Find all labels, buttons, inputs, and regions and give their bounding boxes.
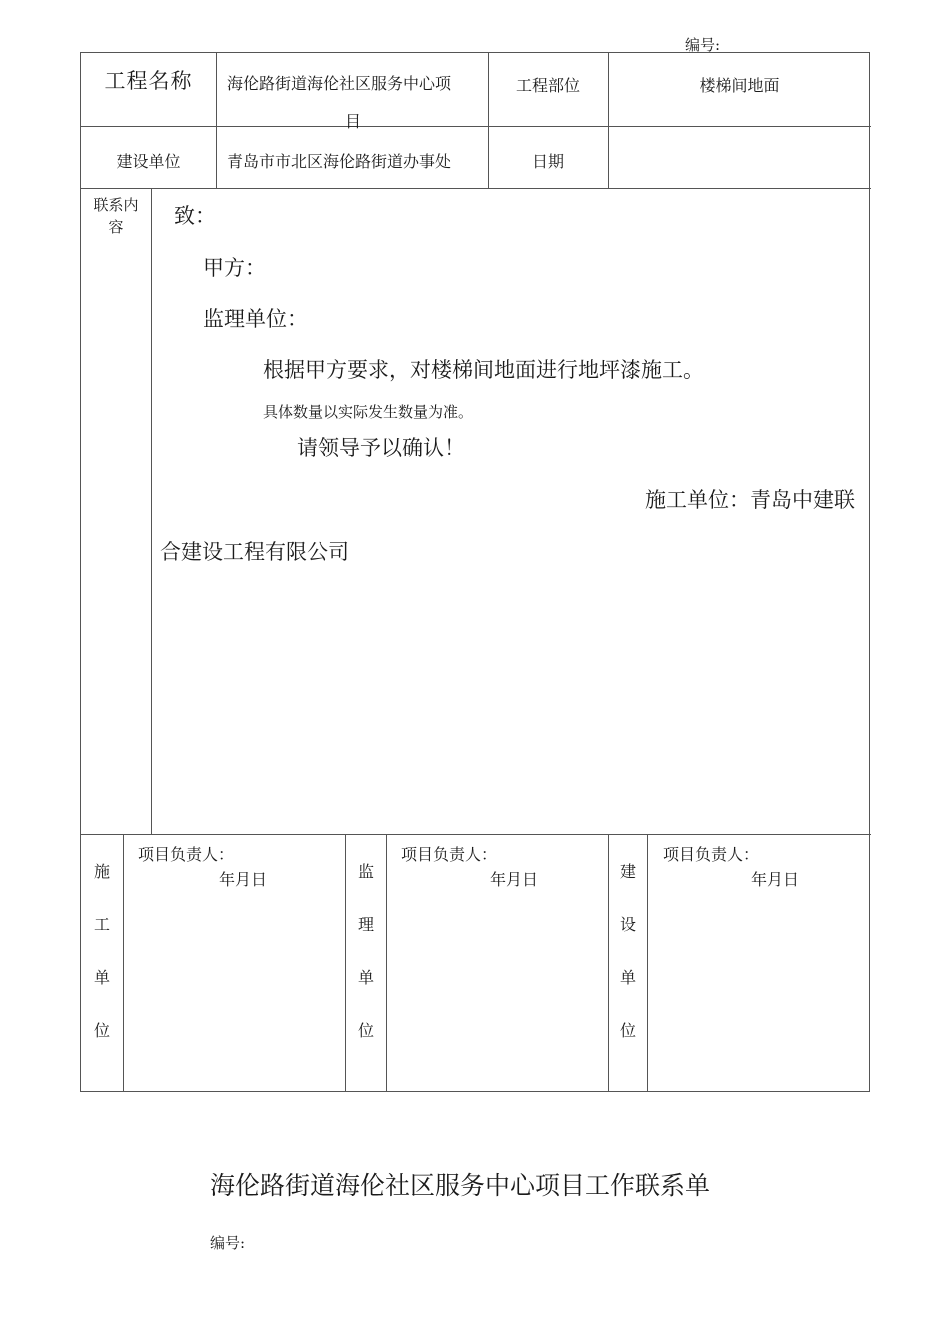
serial-number-label-bottom: 编号:: [210, 1234, 246, 1252]
contractor-line-cont: 合建设工程有限公司: [160, 540, 349, 564]
vertical-char: 监: [357, 862, 374, 881]
builder-date-label: 年月日: [751, 870, 800, 889]
vertical-char: 位: [619, 1021, 636, 1040]
project-part-label: 工程部位: [515, 76, 580, 95]
supervisor: 监理单位：: [203, 307, 308, 331]
builder-person-label: 项目负责人：: [663, 845, 760, 864]
divider: [216, 53, 217, 188]
contractor-unit-label: [82, 859, 122, 1071]
project-part-value: 楼梯间地面: [699, 76, 780, 95]
project-name-value-cont: 目: [345, 112, 362, 131]
vertical-char: 单: [357, 968, 374, 987]
divider: [123, 834, 124, 1092]
contact-content-label-line: 联系内: [93, 196, 139, 214]
supervisor-unit-label: [346, 859, 386, 1071]
vertical-char: 单: [93, 968, 110, 987]
project-name-label: 工程名称: [104, 69, 193, 93]
vertical-char: 理: [357, 915, 374, 934]
builder-value: 青岛市市北区海伦路街道办事处: [227, 152, 452, 171]
divider: [81, 126, 871, 127]
supervisor-date-label: 年月日: [490, 870, 539, 889]
contractor-date-label: 年月日: [219, 870, 268, 889]
quantity-note: 具体数量以实际发生数量为准。: [263, 403, 474, 421]
work-contact-form: [80, 52, 870, 1092]
project-name-value: 海伦路街道海伦社区服务中心项: [227, 74, 452, 93]
salutation: 致：: [174, 204, 216, 228]
confirm-request: 请领导予以确认！: [297, 436, 465, 460]
contractor-person-label: 项目负责人：: [138, 845, 235, 864]
builder-unit-label: [608, 859, 648, 1071]
divider: [81, 834, 871, 835]
supervisor-person-label: 项目负责人：: [401, 845, 498, 864]
vertical-char: 位: [93, 1021, 110, 1040]
vertical-char: 位: [357, 1021, 374, 1040]
document-title: 海伦路街道海伦社区服务中心项目工作联系单: [210, 1171, 711, 1200]
body-text: 根据甲方要求，对楼梯间地面进行地坪漆施工。: [263, 358, 704, 382]
vertical-char: 设: [619, 915, 636, 934]
vertical-char: 单: [619, 968, 636, 987]
vertical-char: 建: [619, 862, 636, 881]
contact-content-label: [81, 194, 151, 238]
vertical-char: 工: [93, 915, 110, 934]
contractor-line: 施工单位：青岛中建联: [645, 488, 855, 512]
serial-number-label: 编号:: [685, 36, 721, 54]
divider: [386, 834, 387, 1092]
contact-content-label-line: 容: [108, 218, 124, 236]
builder-label: 建设单位: [116, 152, 181, 171]
divider: [81, 188, 871, 189]
divider: [151, 188, 152, 834]
date-label: 日期: [531, 152, 564, 171]
vertical-char: 施: [93, 862, 110, 881]
party-a: 甲方：: [203, 256, 266, 280]
